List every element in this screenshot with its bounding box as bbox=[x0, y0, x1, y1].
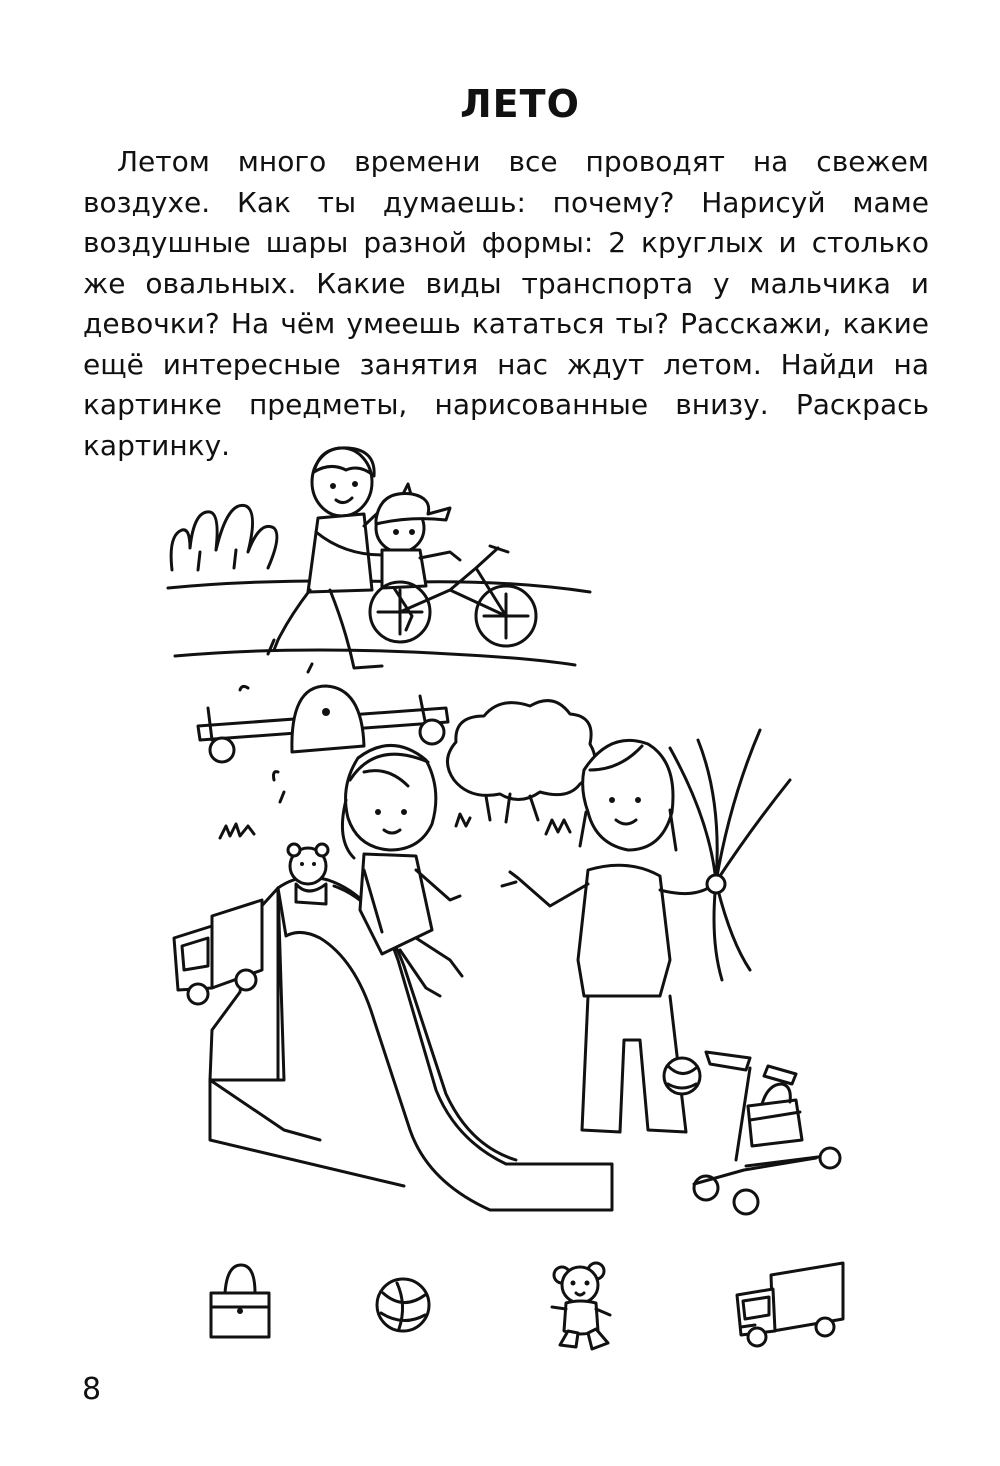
find-item-handbag bbox=[205, 1255, 275, 1349]
handbag-icon bbox=[205, 1255, 275, 1345]
teddy-bear-icon bbox=[550, 1263, 620, 1353]
find-item-ball bbox=[373, 1275, 433, 1339]
find-items-row bbox=[0, 1255, 1000, 1365]
find-item-toy-truck bbox=[733, 1259, 848, 1353]
bush-icon bbox=[171, 505, 277, 570]
coloring-illustration bbox=[150, 440, 850, 1240]
boy-on-bicycle-icon bbox=[370, 494, 536, 646]
handbag-icon bbox=[748, 1084, 802, 1146]
find-item-teddy-bear bbox=[550, 1263, 620, 1357]
task-text: Летом много времени все проводят на свежем воздухе. Как ты думаешь: почему? Нарисуй маме воздушные шары разной формы: 2 круглых и столько же овальных. Какие виды транспорта у мальчика и девочки? На чём умеешь кататься ты? Расскажи, какие ещё интересные занятия нас ждут летом. Найди на картинке предметы, нарисованные внизу. Раскрась картинку. bbox=[83, 145, 929, 462]
ball-icon bbox=[664, 1058, 700, 1094]
mother-with-balloon-strings-icon bbox=[502, 730, 790, 1132]
tree-icon bbox=[447, 701, 595, 834]
page-number: 8 bbox=[82, 1372, 102, 1407]
ball-icon bbox=[373, 1275, 433, 1335]
page-title: ЛЕТО bbox=[460, 82, 580, 126]
toy-truck-icon bbox=[733, 1259, 848, 1349]
seesaw-icon bbox=[198, 664, 448, 762]
toy-truck-icon bbox=[174, 900, 262, 1004]
